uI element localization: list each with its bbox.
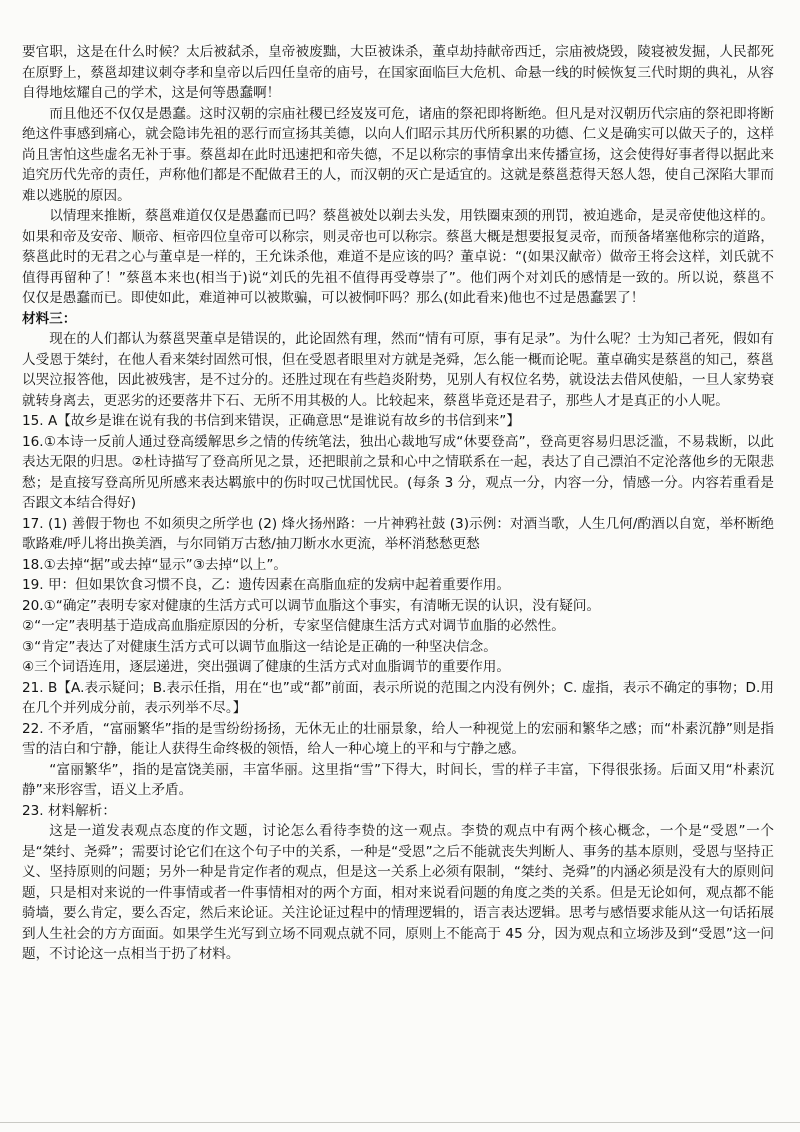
answer-20-4: ④三个词语连用，逐层递进，突出强调了健康的生活方式对血脂调节的重要作用。	[22, 659, 510, 675]
answer-22-continued: “富丽繁华”，指的是富饶美丽，丰富华丽。这里指“雪”下得大，时间长，雪的样子丰富，下得很张扬。后面又用“朴素沉静”来形容雪，语义上矛盾。	[22, 761, 774, 798]
answer-21: 21. B【A.表示疑问；B.表示任指，用在“也”或“都”前面，表示所说的范围之内没有例外；C. 虚指，表示不确定的事物；D.用在几个并列成分前，表示列举不尽。】	[22, 679, 774, 716]
answer-23-body: 这是一道发表观点态度的作文题，讨论怎么看待李贽的这一观点。李贽的观点中有两个核心概念，一个是“受恩”一个是“桀纣、尧舜”；需要讨论它们在这个句子中的关系，一种是“受恩”之后不能就丧失判断人、事务的基本原则，受恩与坚持正义、坚持原则的问题；另外一种是肯定作者的观点，但是这一关系上必须有限制，“桀纣、尧舜”的内涵必须是没有大的原则问题，只是相对来说的一件事情或者一件事情相对的两个方面，相对来说看问题的角度之类的关系。但是无论如何，观点都不能骑墙，要么肯定，要么否定，然后来论证。关注论证过程中的情理逻辑的，语言表达逻辑。思考与感悟要求能从这一句话拓展到人生社会的方方面面。如果学生光写到立场不同观点就不同，原则上不能高于 45 分，因为观点和立场涉及到“受恩”这一问题，不讨论这一点相当于扔了材料。	[22, 823, 774, 962]
answer-20-2: ②“一定”表明基于造成高血脂症原因的分析，专家坚信健康生活方式对调节血脂的必然性。	[22, 618, 565, 634]
material3-paragraph-1: 现在的人们都认为蔡邕哭董卓是错误的，此论固然有理，然而“情有可原，事有足录”。为什么呢？士为知己者死，假如有人受恩于桀纣，在他人看来桀纣固然可恨，但在受恩者眼里对方就是尧舜，怎么能一概而论呢。董卓确实是蔡邕的知己，蔡邕以哭泣报答他，因此被残害，是不过分的。还胜过现在有些趋炎附势，见别人有权位名势，就设法去借风使船，一旦人家势衰就转身离去，更恶劣的还要落井下石、无所不用其极的人。比较起来，蔡邕毕竟还是君子，那些人才是真正的小人呢。	[22, 331, 774, 409]
material2-paragraph-1: 要官职，这是在什么时候？太后被弑杀，皇帝被废黜，大臣被诛杀，董卓劫持献帝西迁，宗庙被烧毁，陵寝被发掘，人民都死在原野上，蔡邕却建议刺夺孝和皇帝以后四任皇帝的庙号，在国家面临巨大危机、命悬一线的时候恢复三代时期的典礼，从容自得地炫耀自己的学术，这是何等愚蠢啊！	[22, 44, 774, 101]
material2-paragraph-2: 而且他还不仅仅是愚蠢。这时汉朝的宗庙社稷已经岌岌可危，诸庙的祭祀即将断绝。但凡是对汉朝历代宗庙的祭祀即将断绝这件事感到痛心，就会隐讳先祖的恶行而宣扬其美德，以向人们昭示其历代所积累的功德、仁义是确实可以做天子的，这样尚且害怕这些虚名无补于事。蔡邕却在此时迅速把和帝失德，不足以称宗的事情拿出来传播宣扬，这会使得好事者得以据此来追究历代先帝的责任，声称他们都是不配做君王的人，而汉朝的灭亡是适宜的。这就是蔡邕惹得天怒人怨，使自己深陷大罪而难以逃脱的原因。	[22, 105, 774, 204]
answer-19: 19. 甲：但如果饮食习惯不良，乙：遗传因素在高脂血症的发病中起着重要作用。	[22, 577, 511, 593]
answer-16: 16.①本诗一反前人通过登高缓解思乡之情的传统笔法，独出心裁地写成“休要登高”，登高更容易归思泛滥，不易栽断，以此表达无限的归思。②杜诗描写了登高所见之景，还把眼前之景和心中之情联系在一起，表达了自己漂泊不定沦落他乡的无限悲愁；是直接写登高所见所感来表达羁旅中的伤时叹己忧国忧民。(每条 3 分，观点一分，内容一分，情感一分。内容若重看是否跟文本结合得好)	[22, 433, 774, 511]
answer-15: 15. A【故乡是谁在说有我的书信到来错误，正确意思“是谁说有故乡的书信到来”】	[22, 413, 520, 429]
answer-22: 22. 不矛盾，“富丽繁华”指的是雪纷纷扬扬，无休无止的壮丽景象，给人一种视觉上的宏丽和繁华之感；而“朴素沉静”则是指雪的洁白和宁静，能让人获得生命终极的领悟，给人一种心境上的平和与宁静之感。	[22, 720, 774, 757]
material2-paragraph-3: 以情理来推断，蔡邕难道仅仅是愚蠢而已吗？蔡邕被处以剃去头发，用铁圈束颈的刑罚，被迫逃命，是灵帝使他这样的。如果和帝及安帝、顺帝、桓帝四位皇帝可以称宗，则灵帝也可以称宗。蔡邕大概是想要报复灵帝，而预备堵塞他称宗的道路，蔡邕此时的无君之心与董卓是一样的，王允诛杀他，难道不是应该的吗？董卓说：“(如果汉献帝）做帝王将会这样，刘氏就不值得再留种了！”蔡邕本来也(相当于)说“刘氏的先祖不值得再受尊崇了”。他们两个对刘氏的感情是一致的。所以说，蔡邕不仅仅是愚蠢而已。即使如此，难道神可以被欺骗，可以被恫吓吗？那么(如此看来)他也不过是愚蠢罢了！	[22, 208, 774, 306]
page-bottom-rule	[0, 1122, 800, 1123]
answer-18: 18.①去掉“据”或去掉“显示”③去掉“以上”。	[22, 556, 287, 573]
material3-heading: 材料三：	[22, 310, 77, 327]
answer-23-heading: 23. 材料解析：	[22, 802, 116, 819]
answer-20-3: ③“肯定”表达了对健康生活方式可以调节血脂这一结论是正确的一种坚决信念。	[22, 638, 497, 655]
answer-17: 17. (1) 善假于物也 不如须臾之所学也 (2) 烽火扬州路：一片神鸦社鼓 (3)示例：对酒当歌，人生几何/酌酒以自宽，举杯断绝歌路难/呼儿将出换美酒，与尔同销万古愁/抽刀断水水更流，举杯消愁愁更愁	[22, 515, 774, 552]
answer-20-1: 20.①“确定”表明专家对健康的生活方式可以调节血脂这个事实，有清晰无误的认识，没有疑问。	[22, 597, 601, 614]
